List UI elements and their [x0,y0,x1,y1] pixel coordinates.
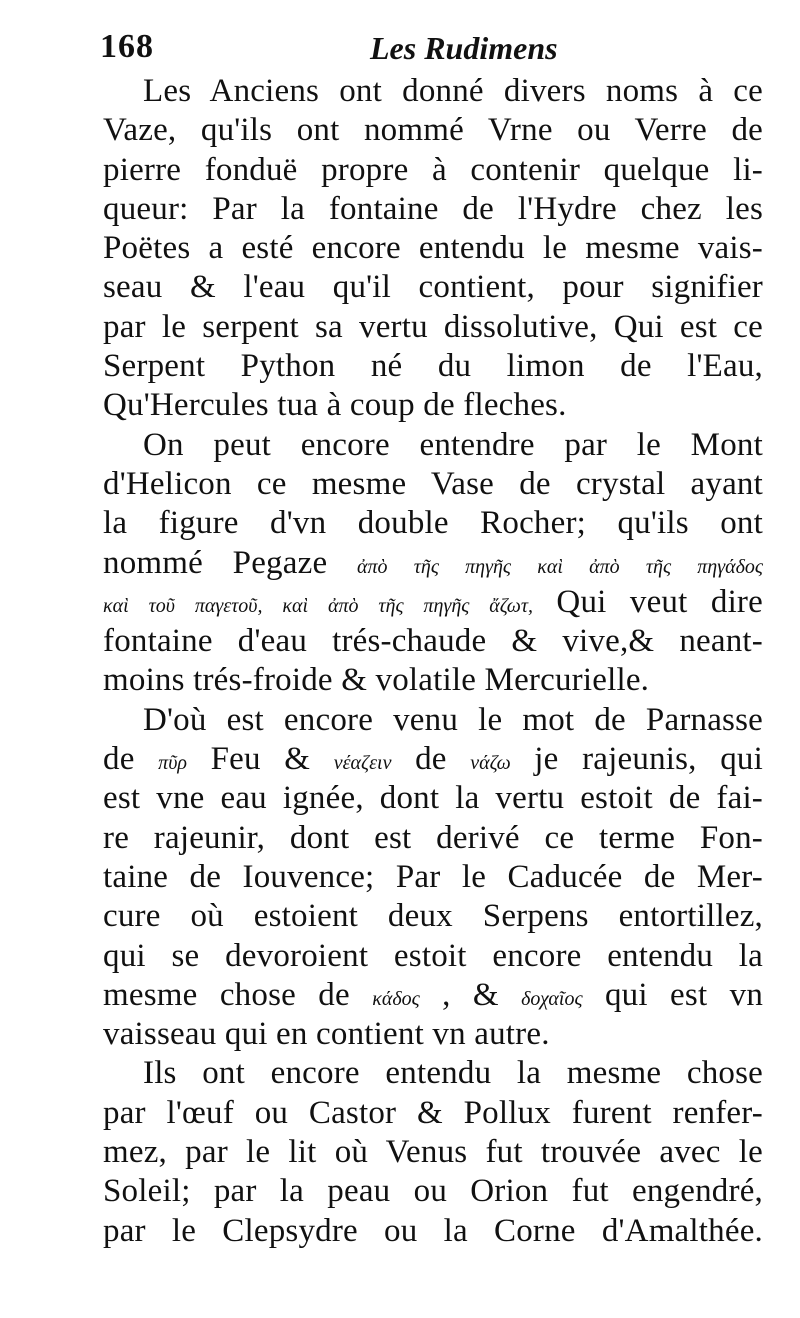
text-segment: nommé Pegaze [103,544,328,581]
text-line: pierre fonduë propre à contenir quelque li- [103,151,763,188]
text-line: cure où estoient deux Serpens entortillez, [103,898,763,935]
text-line: fontaine d'eau trés-chaude & vive,& neant- [103,623,763,660]
greek-phrase: καὶ τοῦ παγετοῦ, καὶ ἀπὸ τῆς πηγῆς ἄζωτ, [103,594,534,617]
text-line: par le Clepsydre ou la Corne d'Amalthée. [103,1212,763,1249]
greek-word: δοχαῖος [521,987,583,1010]
text-line: moins trés-froide & volatile Mercurielle. [103,662,650,699]
greek-word: κάδος [372,987,420,1010]
text-line: Les Anciens ont donné divers noms à ce [143,73,763,109]
text-segment: je rajeunis, qui [534,741,764,778]
text-line: par le serpent sa vertu dissolutive, Qui est ce [103,308,763,345]
text-line [103,583,763,622]
running-title: Les Rudimens [370,30,558,66]
text-line: Poëtes a esté encore entendu le mesme vais- [103,230,763,267]
text-line: Ils ont encore entendu la mesme chose [143,1055,763,1092]
page-header [100,28,740,78]
text-line: par l'œuf ou Castor & Pollux furent renfer- [103,1094,763,1131]
text-line: D'où est encore venu le mot de Parnasse [143,701,763,738]
text-line: On peut encore entendre par le Mont [143,426,763,463]
greek-word: νέαζειν [333,752,392,775]
text-line: d'Helicon ce mesme Vase de crystal ayant [103,465,763,502]
text-line: Soleil; par la peau ou Orion fut engendré, [103,1173,763,1210]
text-line: qui se devoroient estoit encore entendu la [103,937,763,974]
text-line: Vaze, qu'ils ont nommé Vrne ou Verre de [103,112,763,149]
text-segment: mesme chose de [103,976,350,1013]
text-segment: Feu & [210,741,311,778]
text-line: re rajeunir, dont est derivé ce terme Fon- [103,819,763,856]
greek-phrase: ἀπὸ τῆς πηγῆς καὶ ἀπὸ τῆς πηγάδος [357,555,764,578]
text-segment: de [415,741,447,778]
text-line: taine de Iouvence; Par le Caducée de Mer- [103,858,763,895]
text-segment: qui est vn [604,976,764,1013]
text-line: queur: Par la fontaine de l'Hydre chez les [103,190,763,227]
text-line: mez, par le lit où Venus fut trouvée avec le [103,1134,763,1171]
text-line: Serpent Python né du limon de l'Eau, [103,348,763,385]
text-line [103,976,763,1015]
body-text [103,72,763,1251]
text-segment: de [103,741,135,778]
text-segment: , & [442,976,499,1013]
text-segment: Qui veut dire [556,583,763,620]
text-line: la figure d'vn double Rocher; qu'ils ont [103,505,763,542]
text-line: seau & l'eau qu'il contient, pour signifier [103,269,763,306]
text-line [103,544,763,583]
text-line: est vne eau ignée, dont la vertu estoit de fai- [103,780,763,817]
text-line: Qu'Hercules tua à coup de fleches. [103,387,567,424]
text-line: vaisseau qui en contient vn autre. [103,1016,550,1053]
greek-word: πῦρ [158,752,187,775]
text-line [103,740,763,779]
greek-word: νάζω [470,752,511,775]
page-number: 168 [100,28,154,65]
